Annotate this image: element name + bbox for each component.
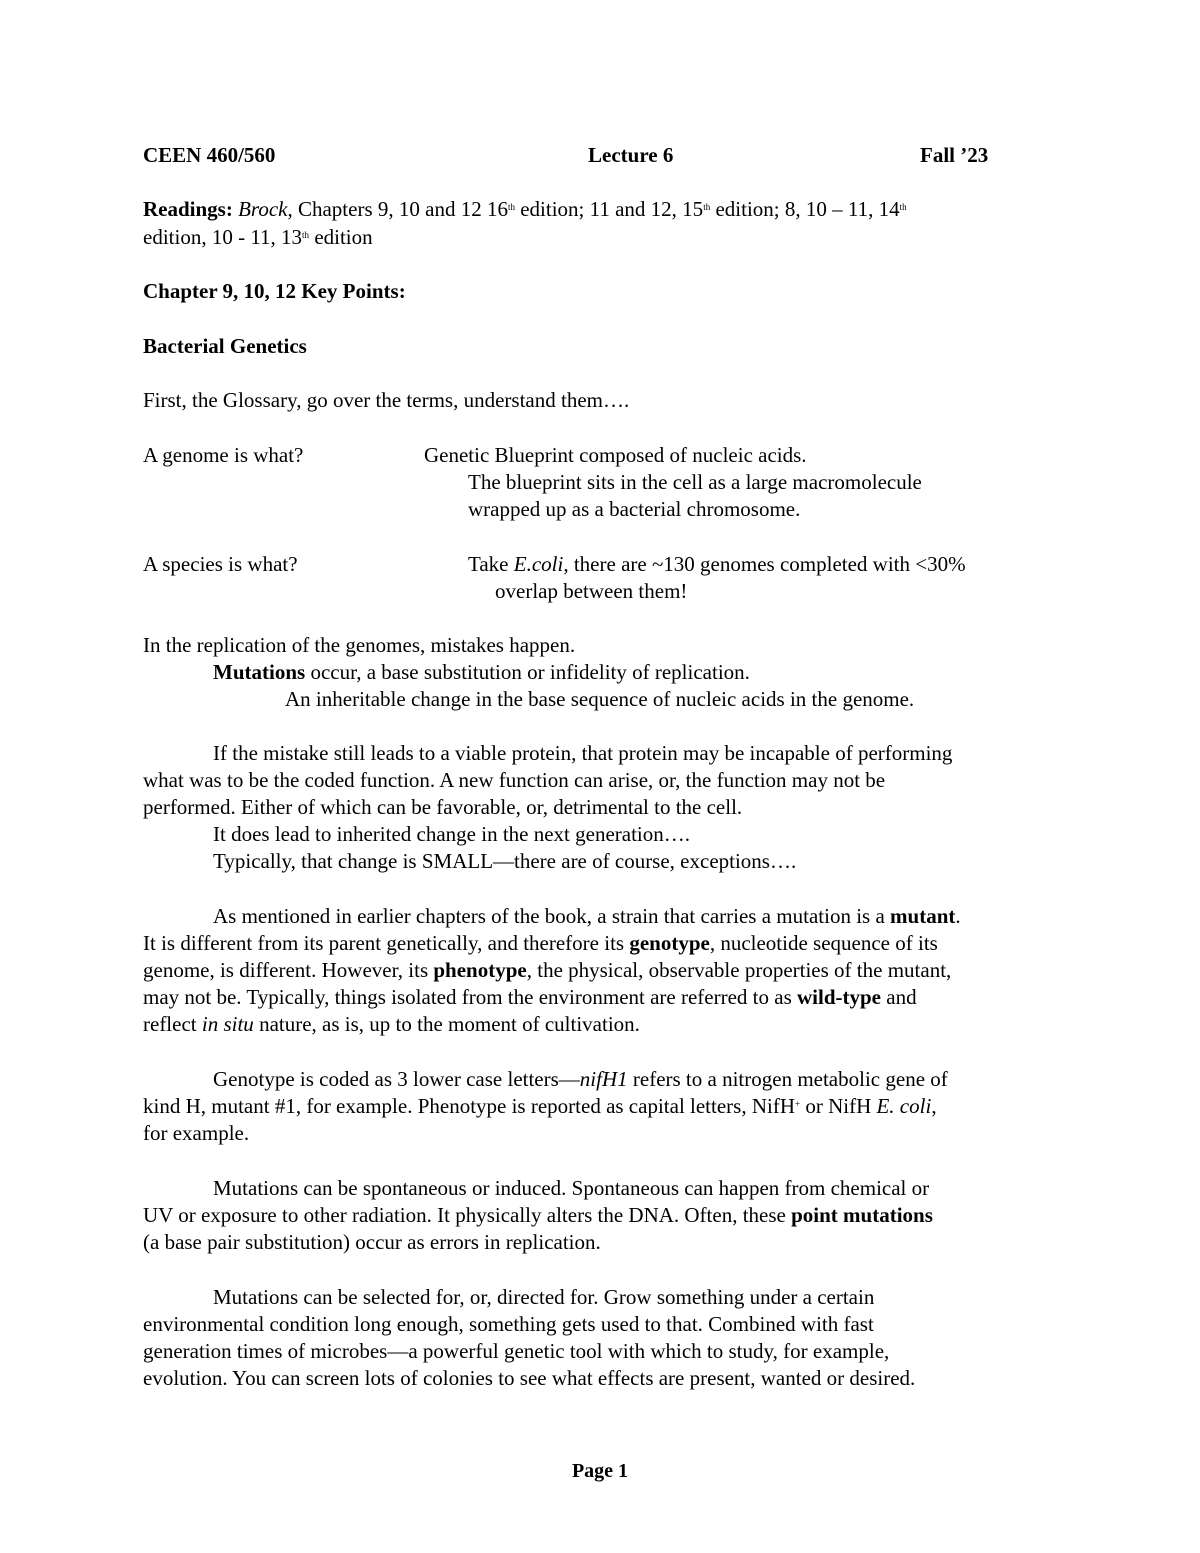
paragraph-line: As mentioned in earlier chapters of the book, a strain that carries a mutation is a mutant.	[213, 904, 961, 928]
paragraph-line: for example.	[143, 1121, 250, 1145]
replication-line-2: Mutations occur, a base substitution or infidelity of replication.	[213, 660, 750, 684]
term-mutations: Mutations	[213, 660, 306, 684]
paragraph-line: Typically, that change is SMALL—there are of course, exceptions….	[213, 849, 797, 873]
paragraph-line: performed. Either of which can be favorable, or, detrimental to the cell.	[143, 795, 743, 819]
course-code: CEEN 460/560	[143, 143, 276, 167]
readings-line-2: edition, 10 - 11, 13th edition	[143, 225, 373, 249]
term-mutant: mutant	[890, 904, 956, 928]
term-in-situ: in situ	[201, 1012, 254, 1036]
readings-label: Readings:	[143, 197, 233, 221]
paragraph-line: UV or exposure to other radiation. It physically alters the DNA. Often, these point mutations	[143, 1203, 933, 1227]
paragraph-line: may not be. Typically, things isolated from the environment are referred to as wild-type and	[143, 985, 917, 1009]
genome-answer-3: wrapped up as a bacterial chromosome.	[468, 497, 801, 521]
genome-answer-2: The blueprint sits in the cell as a large macromolecule	[468, 470, 922, 494]
paragraph-line: If the mistake still leads to a viable protein, that protein may be incapable of performing	[213, 741, 953, 765]
glossary-intro: First, the Glossary, go over the terms, understand them….	[143, 388, 630, 412]
species-answer-1: Take E.coli, there are ~130 genomes completed with <30%	[468, 552, 966, 576]
lecture-number: Lecture 6	[588, 143, 674, 167]
key-points-heading: Chapter 9, 10, 12 Key Points:	[143, 279, 406, 303]
section-heading: Bacterial Genetics	[143, 334, 307, 358]
term-genotype: genotype	[629, 931, 710, 955]
genome-question: A genome is what?	[143, 443, 304, 467]
paragraph-line: Mutations can be selected for, or, directed for. Grow something under a certain	[213, 1285, 875, 1309]
book-title: Brock	[238, 197, 288, 221]
gene-name: nifH1	[579, 1067, 628, 1091]
species-answer-2: overlap between them!	[495, 579, 688, 603]
term: Fall ’23	[920, 143, 989, 167]
ecoli-term: E.coli	[513, 552, 564, 576]
paragraph-line: what was to be the coded function. A new function can arise, or, the function may not be	[143, 768, 886, 792]
term-wild-type: wild-type	[797, 985, 881, 1009]
ecoli-term: E. coli	[876, 1094, 932, 1118]
term-point-mutations: point mutations	[791, 1203, 933, 1227]
paragraph-line: environmental condition long enough, something gets used to that. Combined with fast	[143, 1312, 874, 1336]
paragraph-line: generation times of microbes—a powerful genetic tool with which to study, for example,	[143, 1339, 890, 1363]
paragraph-line: Genotype is coded as 3 lower case letters—nifH1 refers to a nitrogen metabolic gene of	[213, 1067, 948, 1091]
paragraph-line: evolution. You can screen lots of colonies to see what effects are present, wanted or desired.	[143, 1366, 916, 1390]
readings-line-1: Readings: Brock, Chapters 9, 10 and 12 16th edition; 11 and 12, 15th edition; 8, 10 – 11, 14th	[143, 197, 907, 221]
paragraph-line: reflect in situ nature, as is, up to the moment of cultivation.	[143, 1012, 640, 1036]
replication-line-3: An inheritable change in the base sequence of nucleic acids in the genome.	[285, 687, 915, 711]
paragraph-line: It does lead to inherited change in the next generation….	[213, 822, 691, 846]
paragraph-line: (a base pair substitution) occur as errors in replication.	[143, 1230, 601, 1254]
species-question: A species is what?	[143, 552, 298, 576]
genome-answer-1: Genetic Blueprint composed of nucleic acids.	[424, 443, 807, 467]
term-phenotype: phenotype	[433, 958, 527, 982]
page-number: Page 1	[571, 1460, 629, 1482]
paragraph-line: It is different from its parent genetically, and therefore its genotype, nucleotide sequence of its	[143, 931, 938, 955]
paragraph-line: kind H, mutant #1, for example. Phenotype is reported as capital letters, NifH+ or NifH E. coli,	[143, 1094, 937, 1118]
paragraph-line: Mutations can be spontaneous or induced. Spontaneous can happen from chemical or	[213, 1176, 930, 1200]
replication-line-1: In the replication of the genomes, mistakes happen.	[143, 633, 576, 657]
paragraph-line: genome, is different. However, its phenotype, the physical, observable properties of the mutant,	[143, 958, 952, 982]
